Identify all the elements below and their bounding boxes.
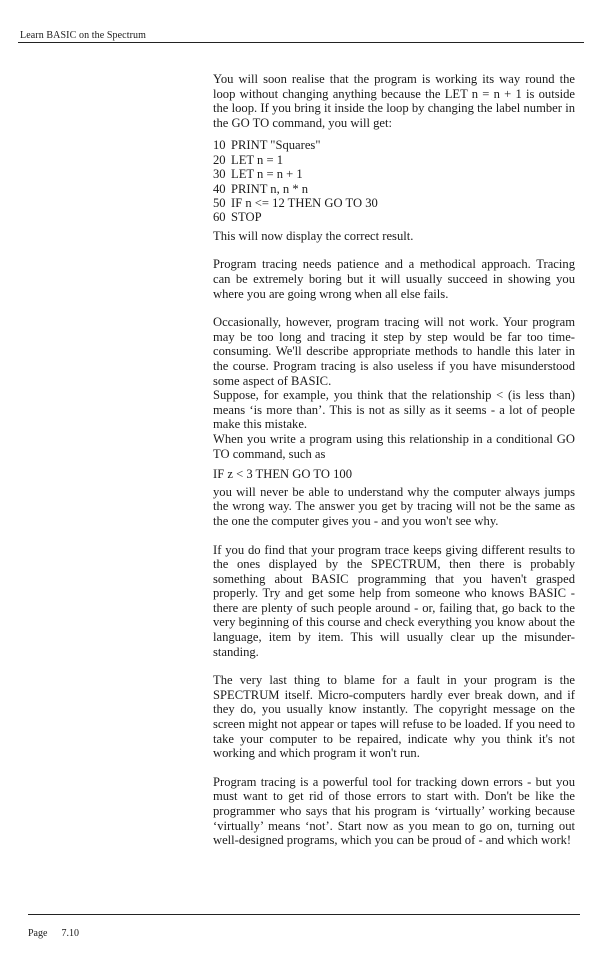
page-number-block <box>28 928 93 939</box>
paragraph: Occasionally, however, program tracing will not work. Your program may be too long and tracing it step by step would be far too time-consuming. We'll describe appropriate methods to handle this later in the course. Program tracing is also useless if you have misunderstood some aspect of BASIC. <box>213 315 575 388</box>
inline-code-example: IF z < 3 THEN GO TO 100 <box>213 467 352 482</box>
code-line <box>213 210 575 224</box>
header-rule <box>18 42 584 43</box>
paragraph: Suppose, for example, you think that the relationship < (is less than) means ‘is more than’. This is not as silly as it seems - a lot of people make this mistake. <box>213 388 575 432</box>
line-number: 40 <box>213 181 226 196</box>
code-statement: IF n <= 12 THEN GO TO 30 <box>231 196 378 210</box>
code-statement: LET n = 1 <box>231 152 283 167</box>
code-line <box>213 167 575 181</box>
code-statement: LET n = n + 1 <box>231 167 303 182</box>
code-statement: PRINT n, n * n <box>231 181 309 196</box>
code-statement: PRINT "Squares" <box>231 138 321 153</box>
page-label: Page <box>28 928 48 939</box>
line-number: 10 <box>213 138 226 153</box>
line-number: 60 <box>213 210 226 225</box>
code-line <box>213 182 575 196</box>
line-number: 30 <box>213 167 226 182</box>
line-number: 50 <box>213 196 226 210</box>
paragraph: The very last thing to blame for a fault in your program is the SPECTRUM itself. Micro-computers hardly ever break down, and if they do, you usually know instantly. The copyright message on the screen might not appear or tapes will refuse to be loaded. If you need to take your computer to be repaired, indicate why you think it's not working and which program it won't run. <box>213 673 575 761</box>
code-line <box>213 196 575 210</box>
paragraph: If you do find that your program trace keeps giving different results to the ones displayed by the SPECTRUM, then there is probably something about BASIC programming that you haven't grasped properly. Try and get some help from someone who knows BASIC - there are plenty of such people around - or, failing that, go back to the very beginning of this course and check everything you know about the language, item by item. This will usually clear up the misunder-standing. <box>213 542 575 659</box>
paragraph: You will soon realise that the program is working its way round the loop without changing anything because the LET n = n + 1 is outside the loop. If you bring it inside the loop by changing the label number in the GO TO command, you will get: <box>213 72 575 130</box>
page-number: 7.10 <box>61 928 79 939</box>
code-line <box>213 153 575 167</box>
code-line <box>213 138 575 152</box>
paragraph: Program tracing needs patience and a methodical approach. Tracing can be extremely boring but it will usually succeed in showing you where you are going wrong when all else fails. <box>213 257 575 301</box>
footer-rule <box>28 914 580 915</box>
paragraph: you will never be able to understand why the computer always jumps the wrong way. The answer you get by tracing will not be the same as the one the computer gives you - and you won't see why. <box>213 484 575 528</box>
code-listing <box>213 138 575 224</box>
running-header-title: Learn BASIC on the Spectrum <box>20 30 147 41</box>
paragraph: Program tracing is a powerful tool for tracking down errors - but you must want to get rid of those errors to start with. Don't be like the programmer who says that his program is ‘virtually’ working because ‘virtually’ means ‘not’. Start now as you mean to go on, turning out well-designed programs, which you can be proud of - and which work! <box>213 774 575 848</box>
code-statement: STOP <box>231 210 262 225</box>
paragraph: When you write a program using this relationship in a conditional GO TO command, such as <box>213 431 575 461</box>
line-number: 20 <box>213 152 226 167</box>
paragraph: This will now display the correct result. <box>213 228 414 243</box>
body-text <box>213 72 575 848</box>
